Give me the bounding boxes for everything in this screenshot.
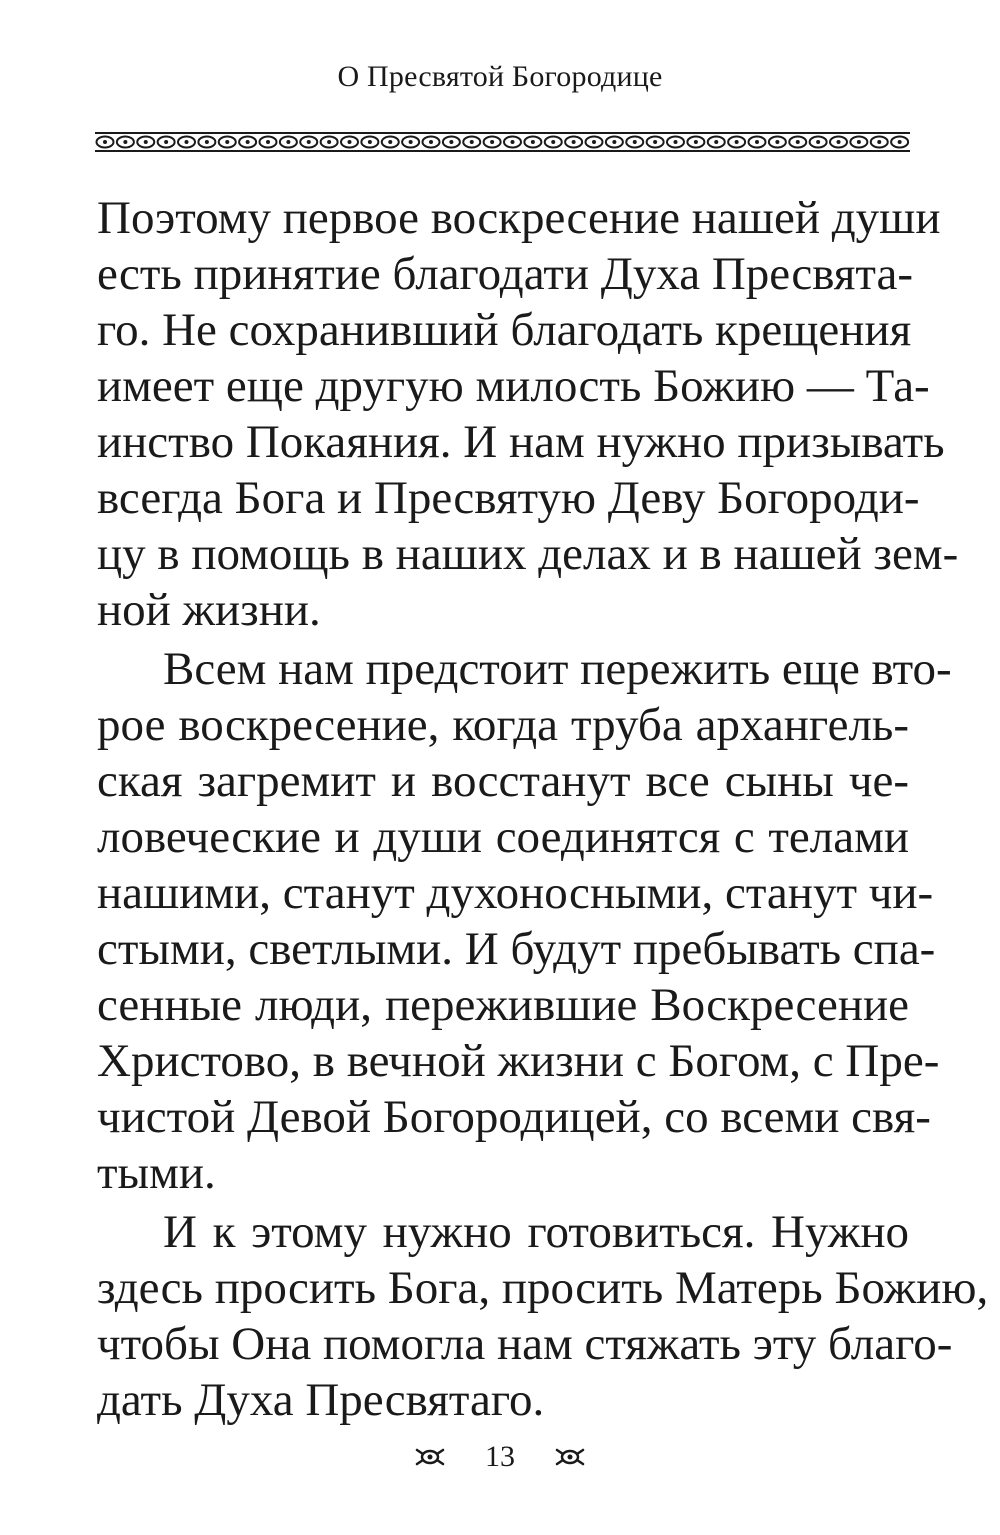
fleuron-icon [555, 1446, 585, 1468]
text-line: Поэтому первое воскресение нашей души [97, 192, 941, 244]
text-line: рое воскресение, когда труба архангель- [97, 699, 909, 751]
page-number: 13 [485, 1440, 515, 1473]
text-line: стыми, светлыми. И будут пребывать спа- [97, 923, 936, 975]
text-line: Христово, в вечной жизни с Богом, с Пре- [97, 1035, 940, 1087]
text-line: цу в помощь в наших делах и в нашей зем- [97, 528, 959, 580]
decorative-chain-rule-icon [95, 130, 910, 154]
text-line: имеет еще другую милость Божию — Та- [97, 360, 930, 412]
text-line: ной жизни. [97, 584, 321, 636]
running-head: О Пресвятой Богородице [337, 60, 663, 93]
paragraph-3 [97, 1204, 989, 1428]
text-line: нашими, станут духоносными, станут чи- [97, 867, 934, 919]
fleuron-icon [415, 1446, 445, 1468]
main-text [97, 190, 989, 1431]
folio [0, 1440, 1000, 1474]
text-line: есть принятие благодати Духа Пресвята- [97, 248, 914, 300]
paragraph-1 [97, 190, 959, 638]
text-line: го. Не сохранивший благодать крещения [97, 304, 912, 356]
text-line: ская загремит и восстанут все сыны че- [97, 755, 909, 807]
text-line: всегда Бога и Пресвятую Деву Богороди- [97, 472, 920, 524]
text-line: чтобы Она помогла нам стяжать эту благо- [97, 1318, 953, 1370]
text-line: чистой Девой Богородицей, со всеми свя- [97, 1091, 931, 1143]
text-line: сенные люди, пережившие Воскресение [97, 979, 909, 1031]
text-line: здесь просить Бога, просить Матерь Божию, [97, 1262, 989, 1314]
text-line: дать Духа Пресвятаго. [97, 1374, 545, 1426]
text-line: инство Покаяния. И нам нужно призывать [97, 416, 945, 468]
paragraph-2 [97, 641, 952, 1201]
text-line: Всем нам предстоит пережить еще вто- [163, 643, 952, 695]
text-line: ловеческие и души соединятся с телами [97, 811, 909, 863]
text-line: тыми. [97, 1147, 216, 1199]
text-line: И к этому нужно готовиться. Нужно [163, 1206, 909, 1258]
